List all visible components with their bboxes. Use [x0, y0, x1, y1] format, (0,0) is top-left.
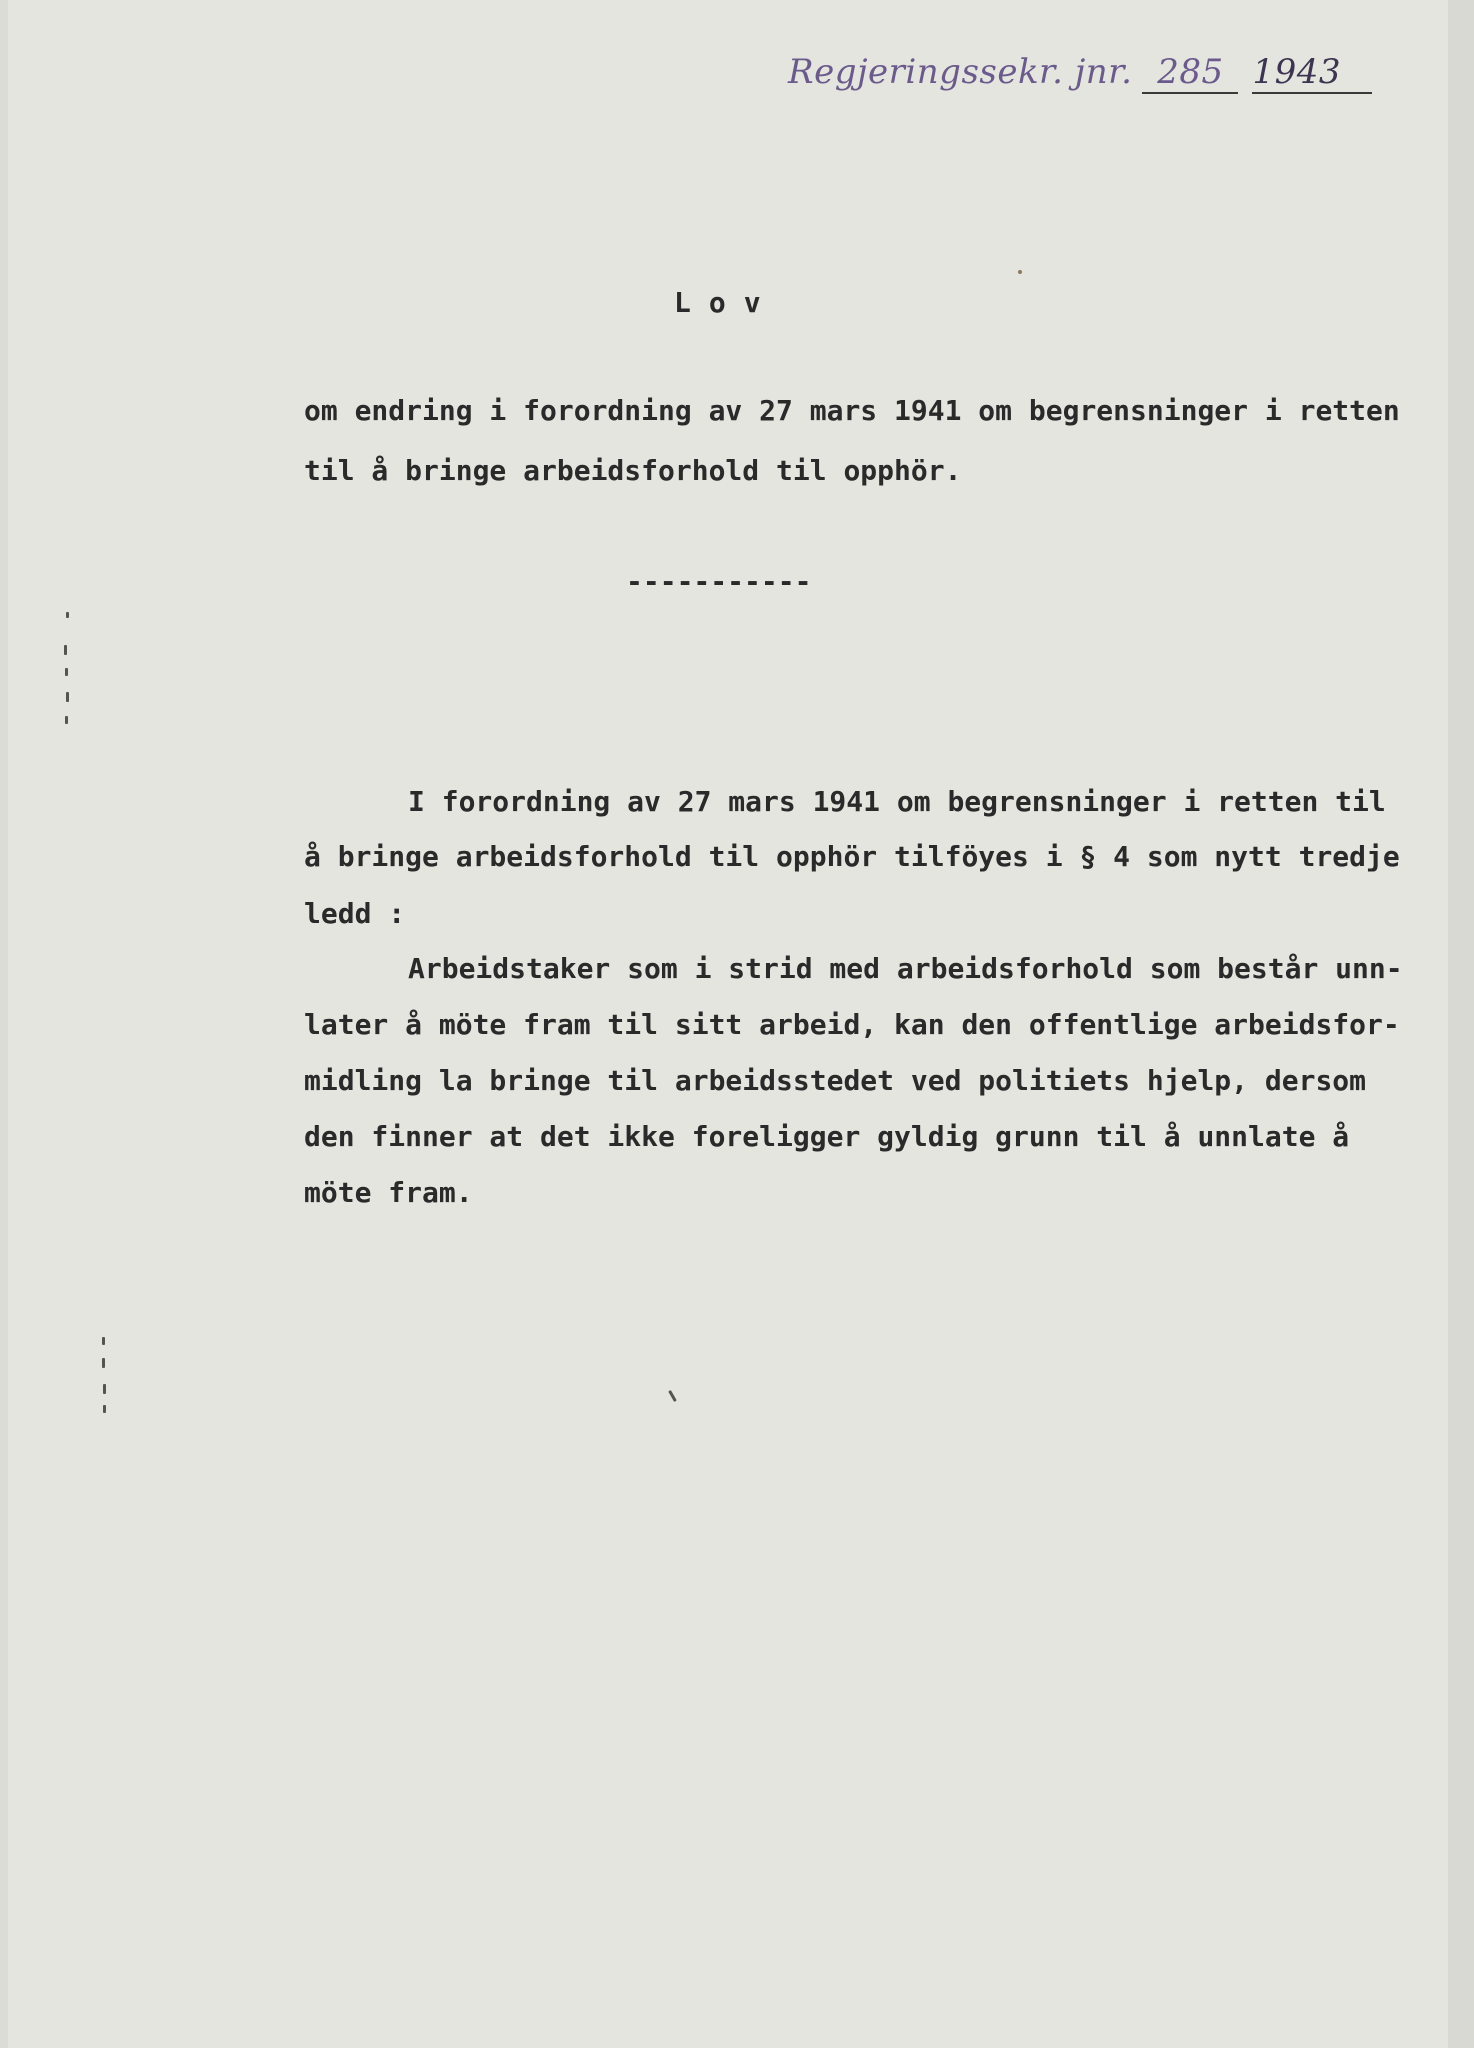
body-line-8: möte fram. — [304, 1176, 473, 1209]
margin-mark — [102, 1337, 105, 1345]
body-line-5: later å möte fram til sitt arbeid, kan den offentlige arbeidsfor- — [304, 1008, 1400, 1041]
stamp-label: Regjeringssekr. jnr. — [788, 52, 1133, 92]
document-page — [8, 0, 1448, 2048]
body-line-6: midling la bringe til arbeidsstedet ved politiets hjelp, dersom — [304, 1064, 1367, 1097]
margin-mark — [66, 612, 69, 618]
margin-mark — [64, 645, 67, 655]
body-line-2: å bringe arbeidsforhold til opphör tilföyes i § 4 som nytt tredje — [304, 840, 1400, 873]
body-line-7: den finner at det ikke foreligger gyldig grunn til å unnlate å — [304, 1120, 1350, 1153]
section-divider: ----------- — [626, 565, 812, 598]
body-line-3: ledd : — [304, 897, 406, 930]
margin-mark — [65, 716, 68, 724]
margin-mark — [65, 668, 68, 676]
subtitle-line-2: til å bringe arbeidsforhold til opphör. — [304, 454, 962, 487]
paper-speck — [1018, 270, 1022, 274]
body-line-4: Arbeidstaker som i strid med arbeidsforhold som består unn- — [408, 952, 1403, 985]
margin-mark — [102, 1358, 105, 1368]
paper-speck — [668, 1390, 677, 1402]
registry-stamp — [788, 52, 1372, 94]
scan-edge — [1448, 0, 1474, 2048]
margin-mark — [103, 1384, 106, 1394]
stamp-number: 285 — [1142, 52, 1238, 94]
subtitle-line-1: om endring i forordning av 27 mars 1941 om begrensninger i retten — [304, 394, 1400, 427]
margin-mark — [66, 692, 69, 702]
document-title: Lov — [674, 286, 779, 319]
body-line-1: I forordning av 27 mars 1941 om begrensninger i retten til — [408, 785, 1386, 818]
stamp-year: 1943 — [1252, 52, 1372, 94]
margin-mark — [103, 1405, 106, 1413]
